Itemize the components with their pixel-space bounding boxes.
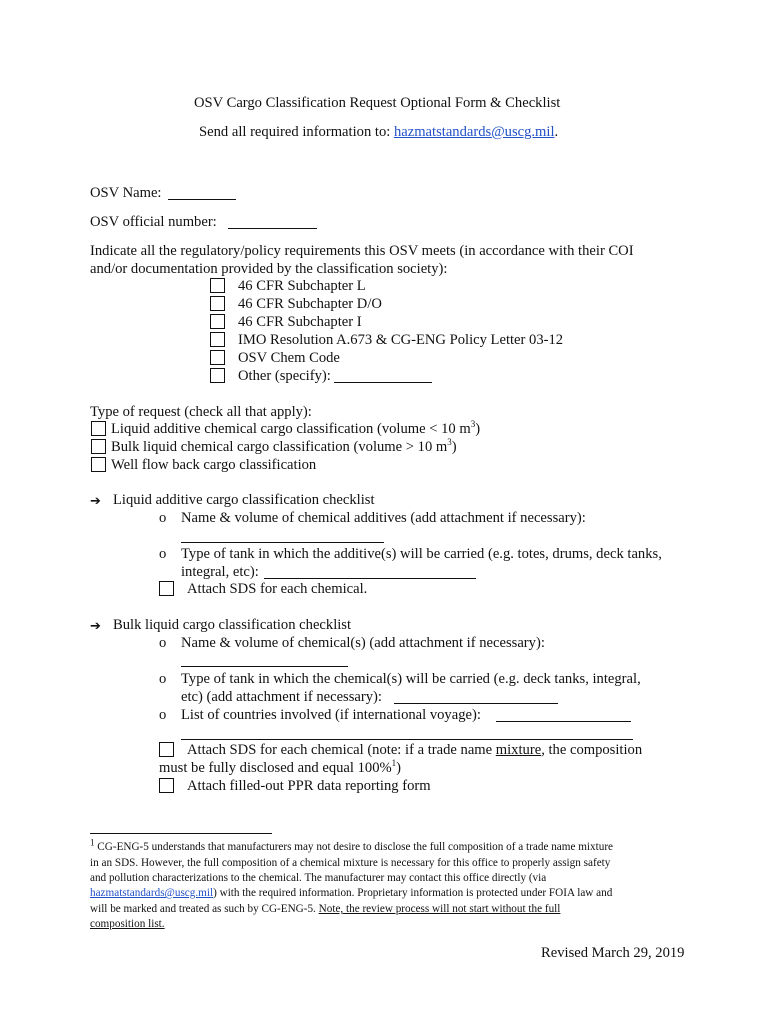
liquid-item-tank-type-line2: integral, etc): (181, 564, 259, 580)
footnote-line2: in an SDS. However, the full composition of a chemical mixture is necessary for this office to properly assign safety (90, 857, 611, 869)
attach-sds-line2-text: must be fully disclosed and equal 100% (159, 760, 392, 776)
checkbox-liquid-attach-sds[interactable] (159, 581, 174, 596)
arrow-right-icon: ➔ (90, 494, 101, 509)
option-imo-resolution: IMO Resolution A.673 & CG-ENG Policy Letter 03-12 (238, 332, 564, 348)
option-bulk-liquid-label: Bulk liquid chemical cargo classification (volume > 10 m (111, 439, 448, 455)
page-title: OSV Cargo Classification Request Optional Form & Checklist (194, 95, 561, 111)
bulk-item-countries: List of countries involved (if international voyage): (181, 707, 481, 723)
mixture-word: mixture (495, 742, 542, 758)
liquid-item-tank-type-line1: Type of tank in which the additive(s) will be carried (e.g. totes, drums, deck tanks, (181, 546, 662, 562)
send-info-line (199, 124, 558, 141)
footnote-text-1: CG-ENG-5 understands that manufacturers may not desire to disclose the full composition of a trade name mixture (94, 841, 614, 853)
option-other: Other (specify): (238, 368, 331, 384)
close-paren: ) (475, 421, 481, 437)
liquid-tank-type-field[interactable] (264, 578, 476, 579)
bullet: o (159, 546, 167, 562)
bulk-attach-sds-line2 (159, 760, 401, 777)
attach-ppr-label: Attach filled-out PPR data reporting form (187, 778, 431, 794)
regulatory-intro-line2: and/or documentation provided by the classification society): (90, 261, 448, 277)
bulk-item-name-volume: Name & volume of chemical(s) (add attachment if necessary): (181, 635, 545, 651)
arrow-right-icon: ➔ (90, 619, 101, 634)
superscript-3: 3 (447, 437, 452, 448)
request-type-heading: Type of request (check all that apply): (90, 404, 312, 420)
send-suffix: . (554, 124, 559, 140)
checkbox-bulk-liquid[interactable] (91, 439, 106, 454)
send-prefix: Send all required information to: (199, 124, 394, 140)
bullet: o (159, 671, 167, 687)
bulk-checklist-heading: Bulk liquid cargo classification checklist (113, 617, 352, 633)
regulatory-intro-line1: Indicate all the regulatory/policy requirements this OSV meets (in accordance with their COI (90, 243, 634, 259)
option-liquid-additive (111, 421, 480, 438)
option-subchapter-i: 46 CFR Subchapter I (238, 314, 362, 330)
bulk-countries-field-2[interactable] (181, 739, 633, 740)
bulk-attach-sds-line1 (187, 742, 642, 759)
other-specify-field[interactable] (334, 382, 432, 383)
osv-number-field[interactable] (228, 228, 317, 229)
checkbox-subchapter-l[interactable] (210, 278, 225, 293)
attach-sds-prefix: Attach SDS for each chemical (note: if a trade name (187, 742, 496, 758)
close-paren: ) (451, 439, 457, 455)
checkbox-well-flow-back[interactable] (91, 457, 106, 472)
option-osv-chem-code: OSV Chem Code (238, 350, 340, 366)
option-liquid-additive-label: Liquid additive chemical cargo classification (volume < 10 m (111, 421, 471, 437)
checkbox-subchapter-i[interactable] (210, 314, 225, 329)
osv-number-label: OSV official number: (90, 214, 217, 230)
footnote-text-4: ) with the required information. Proprietary information is protected under FOIA law and (213, 887, 613, 899)
bullet: o (159, 510, 167, 526)
liquid-attach-sds: Attach SDS for each chemical. (187, 581, 368, 597)
bullet: o (159, 635, 167, 651)
option-subchapter-do: 46 CFR Subchapter D/O (238, 296, 382, 312)
bulk-item-tank-type-line1: Type of tank in which the chemical(s) will be carried (e.g. deck tanks, integral, (181, 671, 641, 687)
checkbox-subchapter-do[interactable] (210, 296, 225, 311)
checkbox-other[interactable] (210, 368, 225, 383)
checkbox-liquid-additive[interactable] (91, 421, 106, 436)
option-bulk-liquid (111, 439, 457, 456)
option-subchapter-l: 46 CFR Subchapter L (238, 278, 366, 294)
superscript-3: 3 (470, 419, 476, 430)
footnote-marker: 1 (90, 837, 95, 848)
checkbox-osv-chem-code[interactable] (210, 350, 225, 365)
checkbox-bulk-attach-sds[interactable] (159, 742, 174, 757)
liquid-item-name-volume: Name & volume of chemical additives (add attachment if necessary): (181, 510, 586, 526)
footnote-note-underlined: Note, the review process will not start without the full (318, 903, 561, 915)
checkbox-imo-resolution[interactable] (210, 332, 225, 347)
footnote-email-link[interactable]: hazmatstandards@uscg.mil (90, 887, 214, 899)
footnote-line6: composition list. (90, 918, 165, 930)
footnote-line5 (90, 902, 560, 916)
email-link[interactable]: hazmatstandards@uscg.mil (393, 124, 555, 140)
bulk-item-tank-type-line2: etc) (add attachment if necessary): (181, 689, 382, 705)
bulk-name-volume-field[interactable] (181, 666, 348, 667)
bullet: o (159, 707, 167, 723)
option-well-flow-back: Well flow back cargo classification (111, 457, 317, 473)
footnote-line3: and pollution characterizations to the chemical. The manufacturer may contact this office directly (via (90, 872, 547, 884)
liquid-checklist-heading: Liquid additive cargo classification checklist (113, 492, 375, 508)
bulk-tank-type-field[interactable] (394, 703, 558, 704)
footnote-separator (90, 833, 272, 834)
osv-name-label: OSV Name: (90, 185, 162, 201)
footnote-line1 (90, 837, 614, 854)
checkbox-attach-ppr[interactable] (159, 778, 174, 793)
revised-date: Revised March 29, 2019 (541, 945, 685, 961)
osv-name-field[interactable] (168, 199, 236, 200)
attach-sds-suffix: , the composition (541, 742, 643, 758)
footnote-line4 (90, 886, 612, 900)
footnote-text-5: will be marked and treated as such by CG-ENG-5. (90, 903, 319, 915)
close-paren: ) (396, 760, 402, 776)
liquid-name-volume-field[interactable] (181, 542, 384, 543)
footnote-ref[interactable]: 1 (391, 758, 397, 769)
bulk-countries-field[interactable] (496, 721, 631, 722)
